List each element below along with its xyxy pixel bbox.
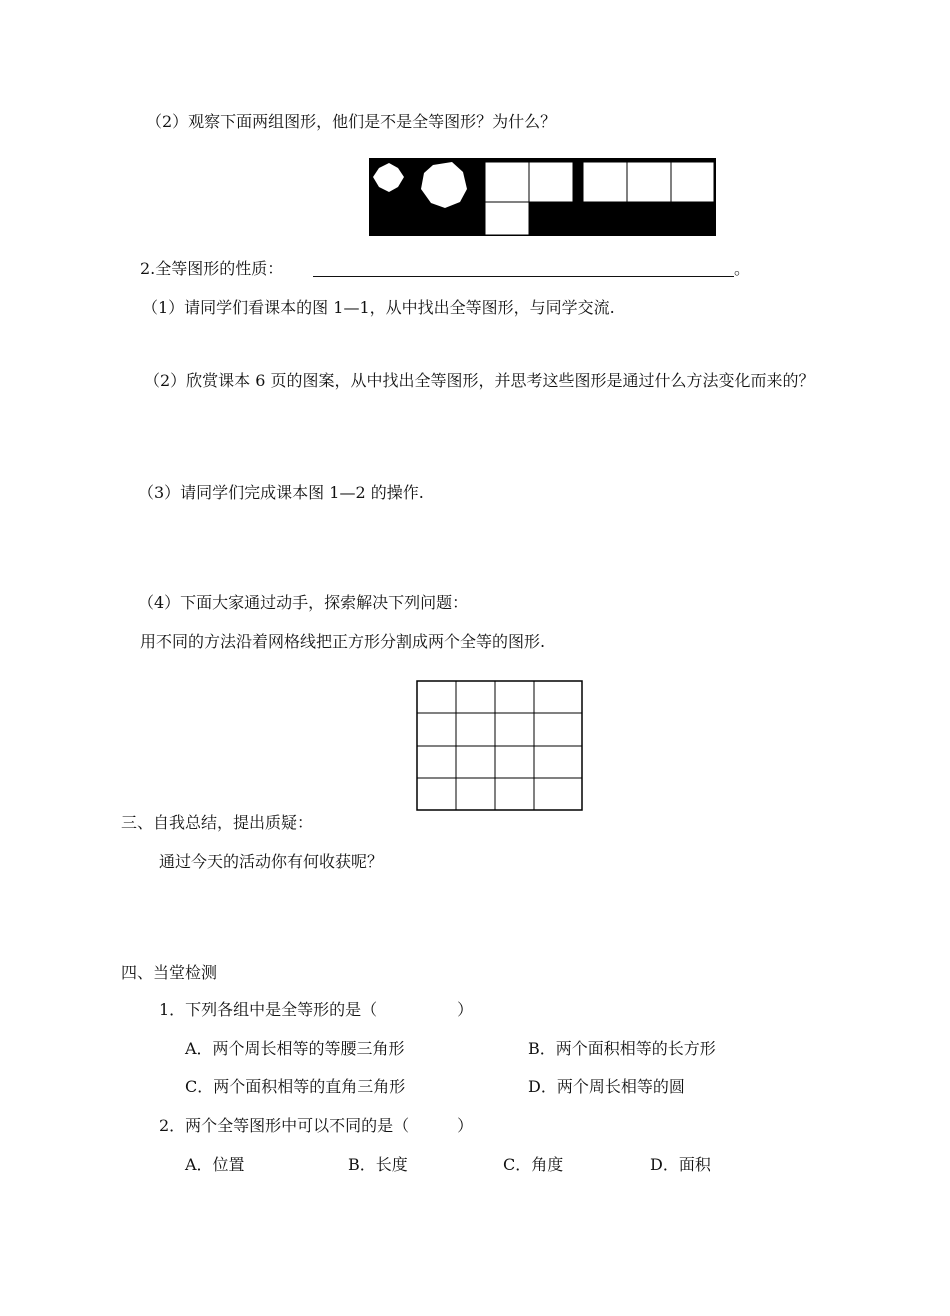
test-q2-option-b: B．长度 — [348, 1155, 408, 1174]
congruent-shapes-figure — [369, 158, 716, 236]
test-q1: 1．下列各组中是全等形的是（ ） — [159, 1000, 474, 1019]
property-end-mark: 。 — [734, 259, 751, 278]
paragraph-1: （1）请同学们看课本的图 1—1，从中找出全等图形，与同学交流. — [142, 298, 615, 317]
square-grid-figure — [416, 680, 584, 812]
l-shape-square-1 — [485, 162, 529, 202]
test-q1-option-d: D．两个周长相等的圆 — [528, 1077, 685, 1096]
l-shape-square-2 — [529, 162, 573, 202]
test-q1-option-b: B．两个面积相等的长方形 — [528, 1039, 716, 1058]
section3-title: 三、自我总结，提出质疑： — [121, 813, 314, 832]
row-square-3 — [671, 162, 714, 202]
row-square-1 — [583, 162, 627, 202]
section3-question: 通过今天的活动你有何收获呢？ — [159, 852, 384, 871]
paragraph-2: （2）欣赏课本 6 页的图案，从中找出全等图形，并思考这些图形是通过什么方法变化而来的？ — [144, 371, 815, 390]
test-q1-option-c: C．两个面积相等的直角三角形 — [185, 1077, 406, 1096]
test-q1-option-a: A．两个周长相等的等腰三角形 — [185, 1039, 405, 1058]
paragraph-4-task: 用不同的方法沿着网格线把正方形分割成两个全等的图形. — [140, 632, 546, 651]
section4-title: 四、当堂检测 — [121, 963, 218, 982]
property-label: 2.全等图形的性质： — [140, 259, 284, 278]
test-q2-option-d: D．面积 — [650, 1155, 711, 1174]
test-q2: 2．两个全等图形中可以不同的是（ ） — [159, 1116, 474, 1135]
property-answer-blank — [313, 276, 734, 277]
question-observe: （2）观察下面两组图形，他们是不是全等图形？为什么？ — [146, 112, 557, 131]
paragraph-3: （3）请同学们完成课本图 1—2 的操作. — [138, 483, 424, 502]
row-square-2 — [627, 162, 671, 202]
paragraph-4: （4）下面大家通过动手，探索解决下列问题： — [138, 593, 469, 612]
l-shape-square-3 — [485, 202, 529, 235]
test-q2-option-c: C．角度 — [503, 1155, 564, 1174]
test-q2-option-a: A．位置 — [185, 1155, 245, 1174]
